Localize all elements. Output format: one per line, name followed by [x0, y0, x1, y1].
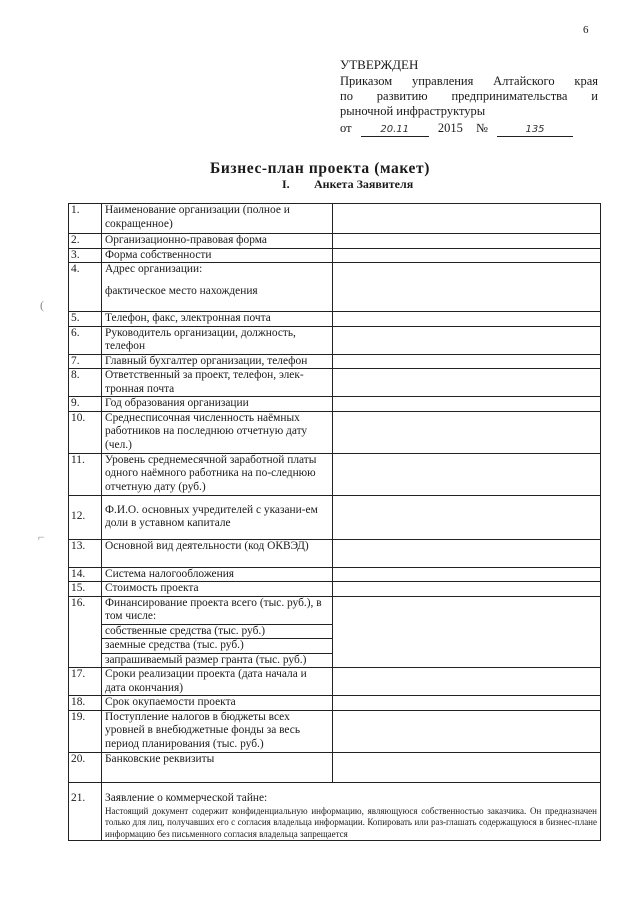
row-question-group — [102, 596, 333, 668]
margin-mark: ⌐ — [38, 530, 45, 544]
row-question: Адрес организации: — [105, 263, 203, 275]
table-row — [69, 596, 601, 668]
table-row — [69, 696, 601, 711]
row-number: 2. — [69, 234, 102, 249]
row-number: 13. — [69, 539, 102, 567]
row-question: Среднесписочная численность наёмных работников на последнюю отчетную дату (чел.) — [102, 411, 333, 453]
row-number: 6. — [69, 326, 102, 354]
row-number: 15. — [69, 582, 102, 597]
table-row — [69, 582, 601, 597]
answer-cell[interactable] — [333, 495, 601, 539]
answer-cell[interactable] — [333, 582, 601, 597]
row-question: Основной вид деятельности (код ОКВЭД) — [102, 539, 333, 567]
row-number: 8. — [69, 369, 102, 397]
table-row — [69, 710, 601, 752]
table-row — [69, 312, 601, 327]
row-question: Форма собственности — [102, 248, 333, 263]
answer-cell[interactable] — [333, 539, 601, 567]
applicant-form-table — [68, 203, 601, 841]
row-question: Телефон, факс, электронная почта — [102, 312, 333, 327]
table-row — [69, 248, 601, 263]
page-number: 6 — [583, 24, 589, 36]
row-question: Главный бухгалтер организации, телефон — [102, 354, 333, 369]
row-question: Наименование организации (полное и сокращенное) — [102, 204, 333, 234]
row-question: Ответственный за проект, телефон, элек-тронная почта — [102, 369, 333, 397]
row-number: 14. — [69, 567, 102, 582]
confidentiality-heading: Заявление о коммерческой тайне: — [105, 792, 268, 804]
row-number: 19. — [69, 710, 102, 752]
number-sign: № — [475, 121, 488, 135]
confidentiality-text: Настоящий документ содержит конфиденциальную информацию, являющуюся собственностью заказчика. Он предназначен только для лиц, получавших его с согласия владельца информации. Копировать или раз-глашать содержащуюся в бизнес-плане информацию без письменного согласия владельца запрещается — [105, 805, 597, 839]
spacer-cell — [102, 782, 601, 792]
table-row — [69, 354, 601, 369]
table-row — [69, 495, 601, 539]
row-question: Руководитель организации, должность, телефон — [102, 326, 333, 354]
row-subquestion: запрашиваемый размер гранта (тыс. руб.) — [102, 653, 332, 668]
approval-line-2: по развитию предпринимательства и — [340, 89, 598, 103]
table-row — [69, 567, 601, 582]
section-title: Анкета Заявителя — [314, 177, 414, 191]
row-number: 3. — [69, 248, 102, 263]
row-number: 5. — [69, 312, 102, 327]
row-number: 20. — [69, 752, 102, 782]
row-number: 17. — [69, 668, 102, 696]
row-question: Ф.И.О. основных учредителей с указани-ем доли в уставном капитале — [102, 495, 333, 539]
answer-cell[interactable] — [333, 369, 601, 397]
year: 2015 — [437, 121, 463, 135]
answer-cell[interactable] — [333, 411, 601, 453]
row-number: 18. — [69, 696, 102, 711]
row-question: Поступление налогов в бюджеты всех уровней в внебюджетные фонды за весь период планирования (тыс. руб.) — [102, 710, 333, 752]
row-question: Стоимость проекта — [102, 582, 333, 597]
table-row — [69, 204, 601, 234]
row-number: 9. — [69, 397, 102, 412]
approval-date-line — [340, 121, 598, 137]
margin-mark: ( — [40, 298, 44, 312]
answer-cell[interactable] — [333, 752, 601, 782]
section-number: I. — [282, 177, 290, 191]
answer-cell[interactable] — [333, 567, 601, 582]
answer-cell[interactable] — [333, 354, 601, 369]
row-number: 16. — [69, 596, 102, 668]
row-question: Уровень среднемесячной заработной платы одного наёмного работника на по-следнюю отчетную дату (руб.) — [102, 453, 333, 495]
answer-cell[interactable] — [333, 696, 601, 711]
row-number: 4. — [69, 263, 102, 312]
row-question: Система налогообложения — [102, 567, 333, 582]
order-number: 135 — [497, 124, 573, 137]
section-heading — [282, 177, 413, 192]
date-value: 20.11 — [361, 124, 429, 137]
answer-cell[interactable] — [333, 453, 601, 495]
row-subquestion: собственные средства (тыс. руб.) — [102, 624, 332, 639]
table-row — [69, 668, 601, 696]
table-row — [69, 397, 601, 412]
answer-cell[interactable] — [333, 326, 601, 354]
document-title: Бизнес-план проекта (макет) — [210, 160, 430, 177]
table-row — [69, 539, 601, 567]
answer-cell[interactable] — [333, 397, 601, 412]
row-question-group — [102, 263, 333, 312]
date-prefix: от — [340, 121, 352, 135]
table-row — [69, 792, 601, 841]
approval-line-3: рыночной инфраструктуры — [340, 104, 486, 118]
answer-cell[interactable] — [333, 312, 601, 327]
row-question: Банковские реквизиты — [102, 752, 333, 782]
approval-block — [340, 57, 598, 137]
table-row — [69, 752, 601, 782]
row-number: 21. — [69, 792, 102, 841]
row-number: 12. — [69, 495, 102, 539]
answer-cell[interactable] — [333, 234, 601, 249]
spacer-cell — [69, 782, 102, 792]
answer-cell[interactable] — [333, 710, 601, 752]
answer-cell[interactable] — [333, 596, 601, 668]
row-number: 7. — [69, 354, 102, 369]
row-question: Финансирование проекта всего (тыс. руб.), в том числе: — [105, 596, 322, 622]
row-question: Год образования организации — [102, 397, 333, 412]
answer-cell[interactable] — [333, 263, 601, 312]
row-number: 11. — [69, 453, 102, 495]
answer-cell[interactable] — [333, 668, 601, 696]
table-row — [69, 263, 601, 312]
row-question: Организационно-правовая форма — [102, 234, 333, 249]
row-question: Сроки реализации проекта (дата начала и дата окончания) — [102, 668, 333, 696]
table-row — [69, 411, 601, 453]
row-number: 1. — [69, 204, 102, 234]
row-subquestion: фактическое место нахождения — [105, 285, 258, 297]
row-subquestion: заемные средства (тыс. руб.) — [102, 638, 332, 653]
table-row — [69, 369, 601, 397]
approval-line-1: Приказом управления Алтайского края — [340, 74, 598, 88]
row-question: Срок окупаемости проекта — [102, 696, 333, 711]
confidentiality-cell — [102, 792, 601, 841]
table-row — [69, 326, 601, 354]
table-row — [69, 782, 601, 792]
answer-cell[interactable] — [333, 248, 601, 263]
answer-cell[interactable] — [333, 204, 601, 234]
table-row — [69, 234, 601, 249]
row-number: 10. — [69, 411, 102, 453]
approval-title: УТВЕРЖДЕН — [340, 57, 419, 72]
table-row — [69, 453, 601, 495]
